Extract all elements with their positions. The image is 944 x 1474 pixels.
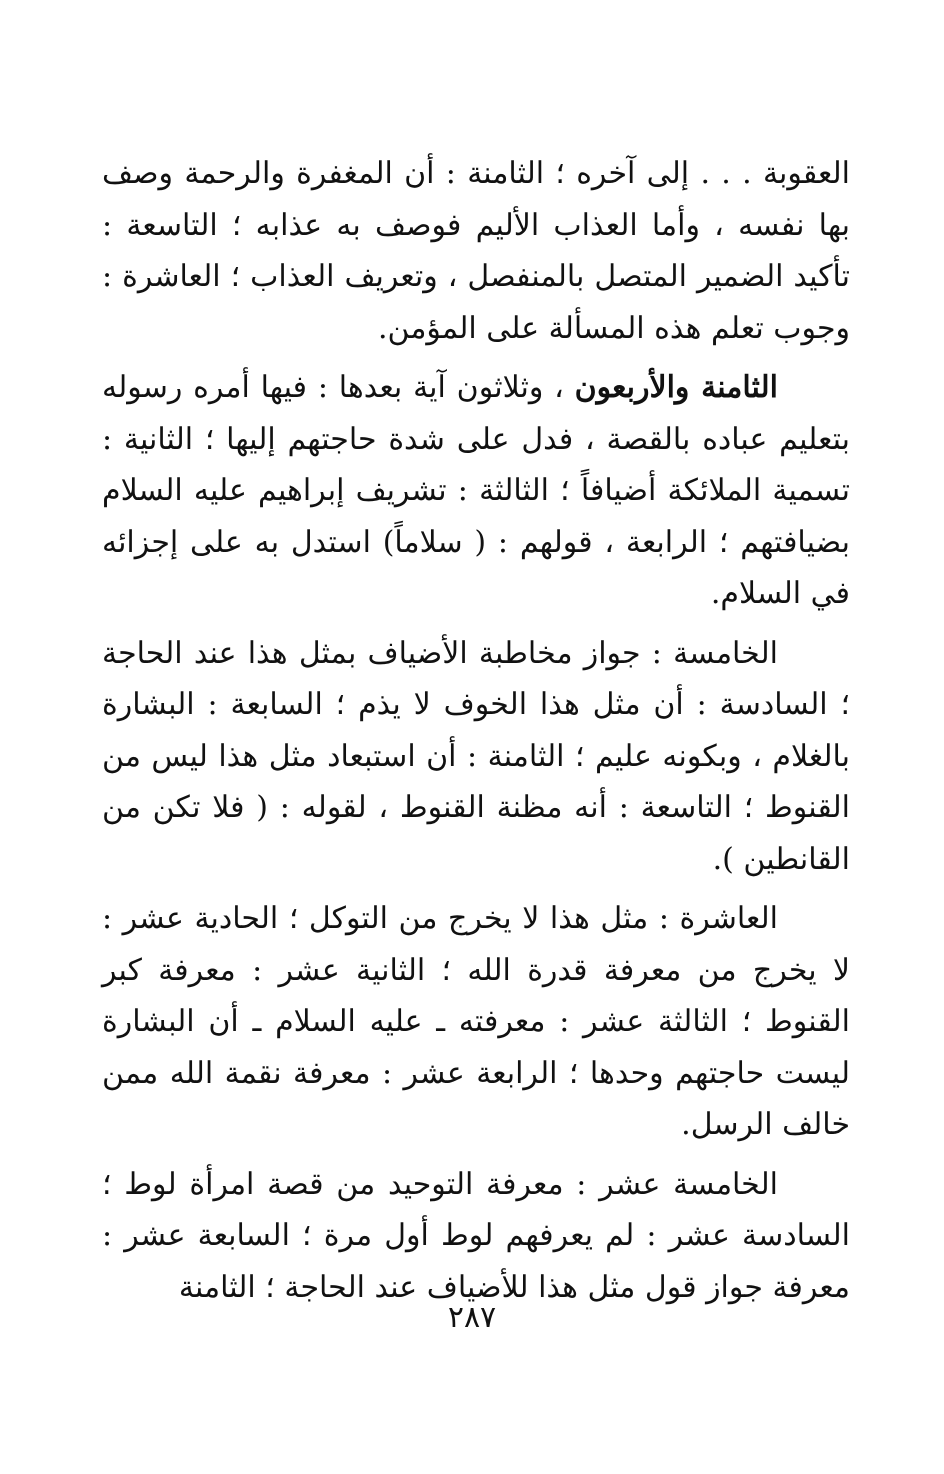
page-body <box>102 148 850 1321</box>
paragraph-1 <box>102 148 850 354</box>
paragraph-3-text: الخامسة : جواز مخاطبة الأضياف بمثل هذا عند الحاجة ؛ السادسة : أن مثل هذا الخوف لا يذم ؛ السابعة : البشارة بالغلام ، وبكونه عليم ؛ الثامنة : أن استبعاد مثل هذا ليس من القنوط ؛ التاسعة : أنه مظنة القنوط ، لقوله : ( فلا تكن من القانطين ). <box>102 635 850 877</box>
page-number: ٢٨٧ <box>447 1300 497 1335</box>
paragraph-2-lead: الثامنة والأربعون <box>574 370 778 405</box>
paragraph-2 <box>102 362 850 620</box>
paragraph-1-text: العقوبة . . . إلى آخره ؛ الثامنة : أن المغفرة والرحمة وصف بها نفسه ، وأما العذاب الأليم فوصف به عذابه ؛ التاسعة : تأكيد الضمير المتصل بالمنفصل ، وتعريف العذاب ؛ العاشرة : وجوب تعلم هذه المسألة على المؤمن. <box>102 156 850 346</box>
paragraph-4-text: العاشرة : مثل هذا لا يخرج من التوكل ؛ الحادية عشر : لا يخرج من معرفة قدرة الله ؛ الثانية عشر : معرفة كبر القنوط ؛ الثالثة عشر : معرفته ـ عليه السلام ـ أن البشارة ليست حاجتهم وحدها ؛ الرابعة عشر : معرفة نقمة الله ممن خالف الرسل. <box>102 901 850 1142</box>
paragraph-2-text: ، وثلاثون آية بعدها : فيها أمره رسوله بتعليم عباده بالقصة ، فدل على شدة حاجتهم إليها ؛ الثانية : تسمية الملائكة أضيافاً ؛ الثالثة : تشريف إبراهيم عليه السلام بضيافتهم ؛ الرابعة ، قولهم : ( سلاماً) استدل به على إجزائه في السلام. <box>102 370 850 611</box>
paragraph-5-text: الخامسة عشر : معرفة التوحيد من قصة امرأة لوط ؛ السادسة عشر : لم يعرفهم لوط أول مرة ؛ السابعة عشر : معرفة جواز قول مثل هذا للأضياف عند الحاجة ؛ الثامنة <box>102 1166 850 1305</box>
paragraph-3 <box>102 628 850 886</box>
paragraph-5 <box>102 1159 850 1314</box>
paragraph-4 <box>102 893 850 1151</box>
